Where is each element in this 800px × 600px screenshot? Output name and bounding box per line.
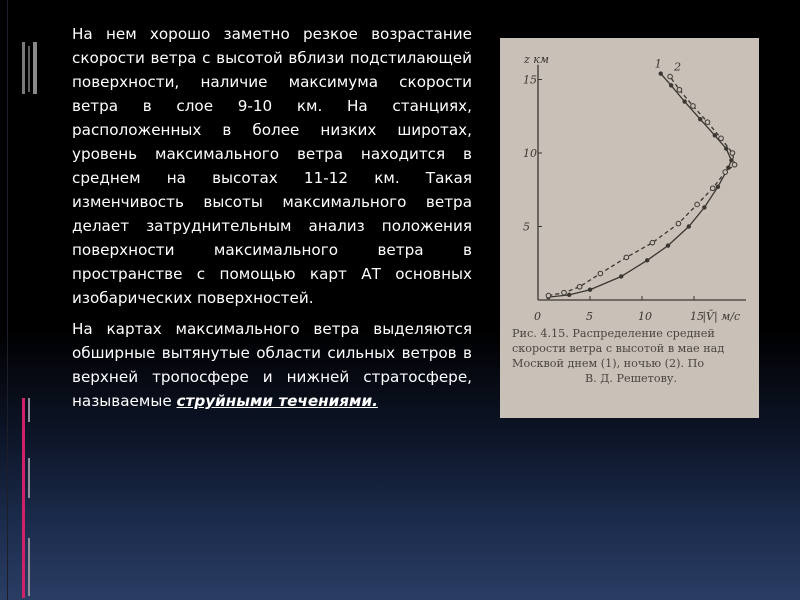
series-1-point [682, 99, 686, 103]
y-tick-label: 15 [523, 73, 537, 87]
series-1-point [645, 258, 649, 262]
series-2-point [695, 202, 700, 207]
caption-author: В. Д. Решетову. [584, 372, 678, 385]
series-2-point [723, 170, 728, 175]
series-1-point [729, 158, 733, 162]
caption-text: Рис. 4.15. Распределение средней скорости ветра с высотой в мае над Москвой днем (1), ночью (2). По [512, 327, 725, 370]
series-2-point [677, 87, 682, 92]
series-1-point [698, 117, 702, 121]
series-2-line [548, 77, 734, 296]
series-2-point [624, 255, 629, 260]
y-axis-label: z км [524, 52, 549, 66]
series-2-point [577, 284, 582, 289]
series-1-point [659, 71, 663, 75]
accent-bar-left [22, 398, 25, 598]
series-2-point [730, 151, 735, 156]
series-1-point [567, 293, 571, 297]
main-text [72, 22, 472, 420]
series-1-point [588, 288, 592, 292]
series-1-point [702, 205, 706, 209]
series-2-point [705, 120, 710, 125]
series-1-label: 1 [654, 57, 662, 71]
wind-profile-figure [500, 38, 759, 418]
series-1-point [713, 133, 717, 137]
paragraph-1: На нем хорошо заметно резкое возрастание скорости ветра с высотой вблизи подстилающей поверхности, наличие максимума скорости ветра в слое 9-10 км. На станциях, расположенных в более низких широтах, уровень максимального ветра находится в среднем на высотах 11-12 км. Такая изменчивость высоты максимального ветра делает затруднительным анализ положения поверхности максимального ветра в пространстве с помощью карт АТ основных изобарических поверхностей. [72, 25, 472, 307]
paragraph-2-text: На картах максимального ветра выделяются обширные вытянутые области сильных ветров в верхней тропосфере и нижней стратосфере, называемые [72, 320, 472, 410]
series-1-point [716, 185, 720, 189]
series-1-point [724, 146, 728, 150]
jet-stream-term: струйными течениями. [176, 392, 378, 410]
wind-profile-chart [500, 38, 759, 328]
series-2-point [562, 290, 567, 295]
y-tick-label: 5 [523, 220, 530, 234]
x-tick-label: 0 [534, 310, 541, 323]
series-2-point [676, 221, 681, 226]
series-2-point [650, 240, 655, 245]
series-1-line [548, 74, 731, 298]
series-1-point [666, 243, 670, 247]
series-2-point [546, 293, 551, 298]
series-2-point [691, 104, 696, 109]
paragraph-2 [72, 317, 472, 413]
y-tick-label: 10 [523, 147, 537, 160]
series-1-point [687, 224, 691, 228]
series-2-point [668, 74, 673, 79]
series-2-point [710, 186, 715, 191]
series-2-point [732, 162, 737, 167]
series-1-point [669, 83, 673, 87]
left-edge-line [7, 0, 8, 600]
x-tick-label: 10 [638, 310, 652, 323]
x-tick-label: 5 [586, 310, 593, 323]
series-2-label: 2 [674, 60, 682, 74]
series-2-point [719, 136, 724, 141]
series-1-point [619, 274, 623, 278]
accent-ticks [28, 398, 34, 598]
figure-caption [512, 326, 750, 386]
x-axis-label: |V̄| м/с [702, 310, 741, 323]
x-tick-label: 15 [690, 310, 704, 323]
top-left-stripes [22, 42, 40, 94]
series-2-point [598, 271, 603, 276]
